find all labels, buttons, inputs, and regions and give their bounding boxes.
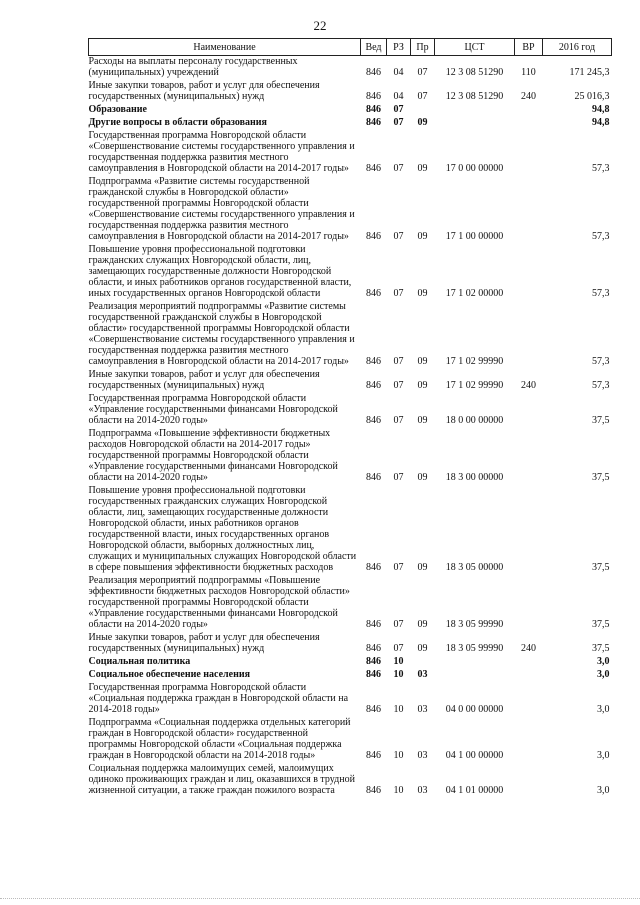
cell-pr: 03 — [417, 704, 428, 715]
cell-sum: 3,0 — [597, 785, 610, 796]
column-header-vr: ВР — [515, 39, 543, 56]
cell-vr — [515, 682, 543, 717]
table-row — [89, 575, 612, 632]
table-row — [89, 369, 612, 393]
cell-pr: 09 — [417, 117, 428, 128]
cell-name: Другие вопросы в области образования — [88, 117, 267, 128]
cell-cst: 04 1 01 00000 — [445, 785, 504, 796]
budget-table — [88, 38, 612, 798]
column-header-pr: Пр — [411, 39, 435, 56]
cell-ved: 846 — [366, 356, 381, 367]
cell-cst: 12 3 08 51290 — [445, 91, 504, 102]
cell-vr — [515, 117, 543, 130]
cell-sum: 37,5 — [592, 472, 610, 483]
cell-pr — [411, 104, 435, 117]
cell-pr: 03 — [417, 669, 428, 680]
cell-pr: 09 — [417, 288, 428, 299]
cell-cst: 04 1 00 00000 — [445, 750, 504, 761]
cell-name: Подпрограмма «Повышение эффективности бюджетных расходов Новгородской области на 2014-2017 годы» государственной программы Новгородской области «Управление государственными финансами Новгородской области на 2014-2020 годы» — [88, 428, 338, 483]
cell-pr: 09 — [417, 643, 428, 654]
cell-pr: 09 — [417, 562, 428, 573]
cell-name: Реализация мероприятий подпрограммы «Развитие системы государственной гражданской службы в Новгородской области» государственной программы Новгородской области «Совершенствование системы государственного управления и государственная поддержка развития местного самоуправления в Новгородской области на 2014-2017 годы» — [88, 301, 355, 367]
cell-sum: 94,8 — [592, 104, 610, 115]
cell-pr: 07 — [417, 67, 428, 78]
cell-pr: 03 — [417, 785, 428, 796]
cell-pr: 09 — [417, 356, 428, 367]
table-row — [89, 485, 612, 575]
cell-cst: 17 1 02 99990 — [445, 380, 504, 391]
cell-pr: 09 — [417, 380, 428, 391]
cell-name: Государственная программа Новгородской области «Управление государственными финансами Новгородской области на 2014-2020 годы» — [88, 393, 338, 426]
table-row — [89, 717, 612, 763]
table-row — [89, 176, 612, 244]
cell-sum: 37,5 — [592, 562, 610, 573]
cell-ved: 846 — [366, 785, 381, 796]
table-header-row — [89, 39, 612, 56]
cell-vr — [515, 104, 543, 117]
cell-pr — [411, 656, 435, 669]
cell-ved: 846 — [366, 231, 381, 242]
cell-cst: 17 1 02 00000 — [445, 288, 504, 299]
cell-cst: 04 0 00 00000 — [445, 704, 504, 715]
cell-name: Иные закупки товаров, работ и услуг для обеспечения государственных (муниципальных) нужд — [88, 369, 320, 391]
cell-name: Государственная программа Новгородской области «Социальная поддержка граждан в Новгородской области на 2014-2018 годы» — [88, 682, 349, 715]
cell-pr: 09 — [417, 415, 428, 426]
table-row — [89, 763, 612, 798]
cell-name: Иные закупки товаров, работ и услуг для обеспечения государственных (муниципальных) нужд — [88, 80, 320, 102]
cell-cst — [435, 117, 515, 130]
cell-rz: 07 — [393, 415, 404, 426]
cell-sum: 25 016,3 — [574, 91, 610, 102]
cell-sum: 57,3 — [592, 356, 610, 367]
cell-pr: 09 — [417, 472, 428, 483]
cell-sum: 3,0 — [597, 669, 610, 680]
table-row — [89, 130, 612, 176]
cell-name: Социальная политика — [88, 656, 191, 667]
table-row — [89, 632, 612, 656]
cell-cst: 18 0 00 00000 — [445, 415, 504, 426]
cell-name: Реализация мероприятий подпрограммы «Повышение эффективности бюджетных расходов Новгородской области» государственной программы Новгородской области «Управление государственными финансами Новгородской области на 2014-2020 годы» — [88, 575, 350, 630]
cell-rz: 10 — [393, 669, 404, 680]
cell-rz: 04 — [393, 91, 404, 102]
cell-sum: 57,3 — [592, 380, 610, 391]
cell-ved: 846 — [366, 104, 381, 115]
column-header-sum: 2016 год — [543, 39, 612, 56]
cell-cst — [435, 104, 515, 117]
cell-rz: 07 — [393, 643, 404, 654]
cell-rz: 07 — [393, 472, 404, 483]
cell-rz: 10 — [393, 656, 404, 667]
cell-rz: 10 — [393, 704, 404, 715]
cell-name: Повышение уровня профессиональной подготовки гражданских служащих Новгородской области, лиц, замещающих государственные должности Новгородской области, и иных работников органов государственной власти, иных государственных органов Новгородской области — [88, 244, 352, 299]
cell-pr: 03 — [417, 750, 428, 761]
cell-vr — [515, 176, 543, 244]
cell-cst — [435, 656, 515, 669]
cell-rz: 04 — [393, 67, 404, 78]
cell-vr — [515, 393, 543, 428]
cell-cst — [435, 669, 515, 682]
cell-sum: 57,3 — [592, 231, 610, 242]
cell-ved: 846 — [366, 91, 381, 102]
cell-rz: 07 — [393, 356, 404, 367]
cell-name: Иные закупки товаров, работ и услуг для обеспечения государственных (муниципальных) нужд — [88, 632, 320, 654]
cell-ved: 846 — [366, 704, 381, 715]
table-row — [89, 244, 612, 301]
cell-vr: 240 — [521, 91, 536, 102]
cell-vr: 240 — [521, 643, 536, 654]
cell-vr — [515, 244, 543, 301]
cell-sum: 37,5 — [592, 643, 610, 654]
table-row — [89, 656, 612, 669]
cell-pr: 09 — [417, 163, 428, 174]
cell-ved: 846 — [366, 619, 381, 630]
cell-name: Социальная поддержка малоимущих семей, малоимущих одиноко проживающих граждан и лиц, оказавшихся в трудной жизненной ситуации, а также граждан пожилого возраста — [88, 763, 355, 796]
cell-ved: 846 — [366, 288, 381, 299]
cell-cst: 17 0 00 00000 — [445, 163, 504, 174]
cell-pr: 09 — [417, 619, 428, 630]
cell-ved: 846 — [366, 117, 381, 128]
column-header-name: Наименование — [89, 39, 361, 56]
cell-ved: 846 — [366, 643, 381, 654]
cell-vr — [515, 130, 543, 176]
table-row — [89, 104, 612, 117]
column-header-rz: РЗ — [387, 39, 411, 56]
cell-vr: 240 — [521, 380, 536, 391]
cell-ved: 846 — [366, 163, 381, 174]
table-row — [89, 301, 612, 369]
cell-rz: 07 — [393, 562, 404, 573]
cell-ved: 846 — [366, 67, 381, 78]
cell-name: Подпрограмма «Социальная поддержка отдельных категорий граждан в Новгородской области» государственной программы Новгородской области «Социальная поддержка граждан в Новгородской области на 2014-2018 годы» — [88, 717, 351, 761]
cell-vr — [515, 301, 543, 369]
cell-vr — [515, 669, 543, 682]
cell-name: Повышение уровня профессиональной подготовки государственных гражданских служащих Новгородской области, лиц, замещающих государственные должности Новгородской области, иных работников органов государственной власти, иных государственных органов Новгородской области, выборных должностных лиц, служащих и муниципальных служащих Новгородской области в сфере повышения эффективности бюджетных расходов — [88, 485, 357, 573]
cell-sum: 3,0 — [597, 704, 610, 715]
cell-cst: 17 1 00 00000 — [445, 231, 504, 242]
cell-cst: 18 3 05 99990 — [445, 643, 504, 654]
cell-sum: 37,5 — [592, 619, 610, 630]
cell-sum: 3,0 — [597, 750, 610, 761]
cell-pr: 09 — [417, 231, 428, 242]
cell-rz: 07 — [393, 104, 404, 115]
cell-sum: 57,3 — [592, 288, 610, 299]
table-row — [89, 80, 612, 104]
cell-rz: 07 — [393, 619, 404, 630]
cell-vr: 110 — [521, 67, 536, 78]
cell-rz: 07 — [393, 117, 404, 128]
cell-sum: 57,3 — [592, 163, 610, 174]
cell-sum: 3,0 — [597, 656, 610, 667]
cell-name: Подпрограмма «Развитие системы государственной гражданской службы в Новгородской области» государственной программы Новгородской области «Совершенствование системы государственного управления и государственная поддержка развития местного самоуправления в Новгородской области на 2014-2017 годы» — [88, 176, 355, 242]
cell-rz: 07 — [393, 231, 404, 242]
cell-rz: 07 — [393, 163, 404, 174]
cell-rz: 10 — [393, 750, 404, 761]
cell-vr — [515, 656, 543, 669]
cell-ved: 846 — [366, 380, 381, 391]
scan-edge-dots — [0, 897, 640, 899]
cell-vr — [515, 575, 543, 632]
table-body — [89, 56, 612, 799]
cell-sum: 171 245,3 — [569, 67, 610, 78]
cell-cst: 18 3 05 99990 — [445, 619, 504, 630]
cell-name: Расходы на выплаты персоналу государственных (муниципальных) учреждений — [88, 56, 298, 78]
cell-sum: 37,5 — [592, 415, 610, 426]
column-header-ved: Вед — [361, 39, 387, 56]
table-row — [89, 669, 612, 682]
cell-sum: 94,8 — [592, 117, 610, 128]
table-row — [89, 428, 612, 485]
table-row — [89, 393, 612, 428]
table-row — [89, 682, 612, 717]
cell-vr — [515, 763, 543, 798]
cell-name: Социальное обеспечение населения — [88, 669, 251, 680]
cell-rz: 10 — [393, 785, 404, 796]
page-number: 22 — [313, 18, 327, 33]
column-header-cst: ЦСТ — [435, 39, 515, 56]
cell-ved: 846 — [366, 415, 381, 426]
cell-vr — [515, 717, 543, 763]
cell-ved: 846 — [366, 562, 381, 573]
table-row — [89, 56, 612, 81]
table-row — [89, 117, 612, 130]
cell-ved: 846 — [366, 669, 381, 680]
cell-cst: 18 3 05 00000 — [445, 562, 504, 573]
cell-name: Государственная программа Новгородской области «Совершенствование системы государственного управления и государственная поддержка развития местного самоуправления в Новгородской области на 2014-2017 годы» — [88, 130, 355, 174]
cell-name: Образование — [88, 104, 147, 115]
cell-rz: 07 — [393, 288, 404, 299]
cell-vr — [515, 428, 543, 485]
cell-ved: 846 — [366, 472, 381, 483]
cell-cst: 18 3 00 00000 — [445, 472, 504, 483]
cell-vr — [515, 485, 543, 575]
cell-cst: 12 3 08 51290 — [445, 67, 504, 78]
cell-cst: 17 1 02 99990 — [445, 356, 504, 367]
cell-ved: 846 — [366, 656, 381, 667]
cell-rz: 07 — [393, 380, 404, 391]
cell-pr: 07 — [417, 91, 428, 102]
cell-ved: 846 — [366, 750, 381, 761]
